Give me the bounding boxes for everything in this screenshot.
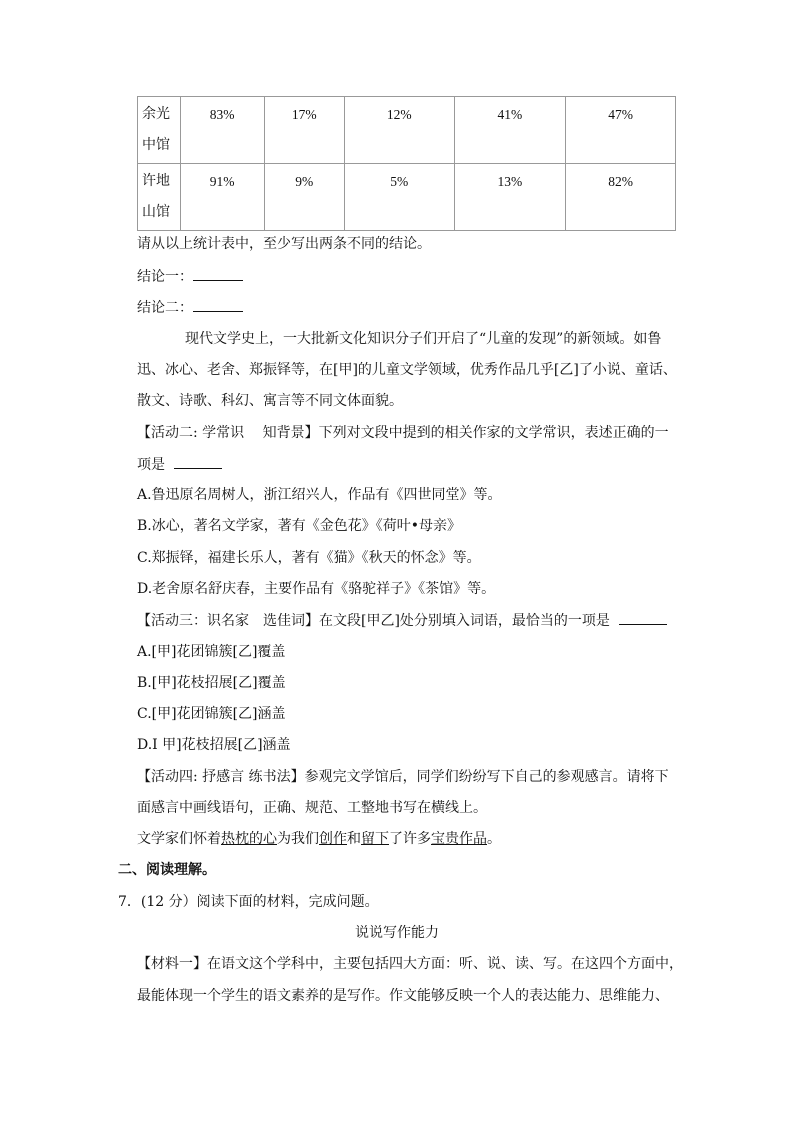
underlined-phrase: 创作	[319, 831, 347, 847]
answer-blank[interactable]	[174, 454, 222, 469]
table-cell: 82%	[566, 164, 676, 231]
conclusion-2: 结论二：	[137, 297, 243, 318]
table-cell: 5%	[344, 164, 454, 231]
table-cell: 47%	[566, 97, 676, 164]
underlined-phrase: 留下	[361, 831, 389, 847]
table-cell-name: 余光 中馆	[138, 97, 181, 164]
answer-blank[interactable]	[193, 266, 243, 281]
option-d: D.I 甲]花枝招展[乙]涵盖	[137, 737, 291, 753]
material-1-line: 最能体现一个学生的语文素养的是写作。作文能够反映一个人的表达能力、思维能力、	[137, 988, 669, 1004]
option-a: A.[甲]花团锦簇[乙]覆盖	[137, 644, 286, 660]
table-cell-name: 许地 山馆	[138, 164, 181, 231]
material-1-line: 【材料一】在语文这个学科中，主要包括四大方面：听、说、读、写。在这四个方面中，	[137, 956, 683, 972]
underlined-phrase: 宝贵作品	[431, 831, 487, 847]
question-7: 7．(12 分）阅读下面的材料，完成问题。	[118, 894, 379, 910]
section-heading: 二、阅读理解。	[118, 862, 216, 878]
table-cell: 91%	[180, 164, 264, 231]
table-cell: 9%	[264, 164, 344, 231]
option-d: D.老舍原名舒庆春，主要作品有《骆驼祥子》《茶馆》等。	[137, 581, 496, 597]
underlined-phrase: 热枕的心	[221, 831, 277, 847]
conclusion-1: 结论一：	[137, 266, 243, 287]
activity-4-heading-cont: 面感言中画线语句，正确、规范、工整地书写在横线上。	[137, 800, 487, 816]
answer-blank[interactable]	[619, 610, 667, 625]
table-cell: 17%	[264, 97, 344, 164]
option-c: C.[甲]花团锦簇[乙]涵盖	[137, 706, 286, 722]
table-cell: 13%	[454, 164, 566, 231]
passage-line: 迅、冰心、老舍、郑振铎等，在[甲]的儿童文学领域，优秀作品几乎[乙]了小说、童话、	[137, 362, 677, 378]
table-row	[138, 164, 676, 231]
activity-3-heading: 【活动三：识名家 选佳词】在文段[甲乙]处分别填入词语，最恰当的一项是	[137, 610, 667, 631]
option-a: A.鲁迅原名周树人，浙江绍兴人，作品有《四世同堂》等。	[137, 487, 502, 503]
activity-2-heading-cont: 项是	[137, 454, 222, 475]
table-cell: 41%	[454, 97, 566, 164]
table-row	[138, 97, 676, 164]
passage-line: 散文、诗歌、科幻、寓言等不同文体面貌。	[137, 393, 403, 409]
passage-line: 现代文学史上，一大批新文化知识分子们开启了“儿童的发现”的新领域。如鲁	[185, 331, 662, 347]
article-title: 说说写作能力	[355, 925, 439, 941]
option-b: B.[甲]花枝招展[乙]覆盖	[137, 675, 286, 691]
sentence-with-underlines: 文学家们怀着热枕的心为我们创作和留下了许多宝贵作品。	[137, 831, 501, 847]
table-cell: 83%	[180, 97, 264, 164]
table-cell: 12%	[344, 97, 454, 164]
statistics-table	[137, 96, 676, 231]
activity-2-heading: 【活动二: 学常识 知背景】下列对文段中提到的相关作家的文学常识，表述正确的一	[137, 425, 669, 441]
answer-blank[interactable]	[193, 297, 243, 312]
option-c: C.郑振铎，福建长乐人，著有《猫》《秋天的怀念》等。	[137, 550, 481, 566]
question-prompt: 请从以上统计表中，至少写出两条不同的结论。	[137, 236, 431, 252]
option-b: B.冰心，著名文学家，著有《金色花》《荷叶•母亲》	[137, 518, 461, 534]
activity-4-heading: 【活动四: 抒感言 练书法】参观完文学馆后，同学们纷纷写下自己的参观感言。请将下	[137, 769, 669, 785]
